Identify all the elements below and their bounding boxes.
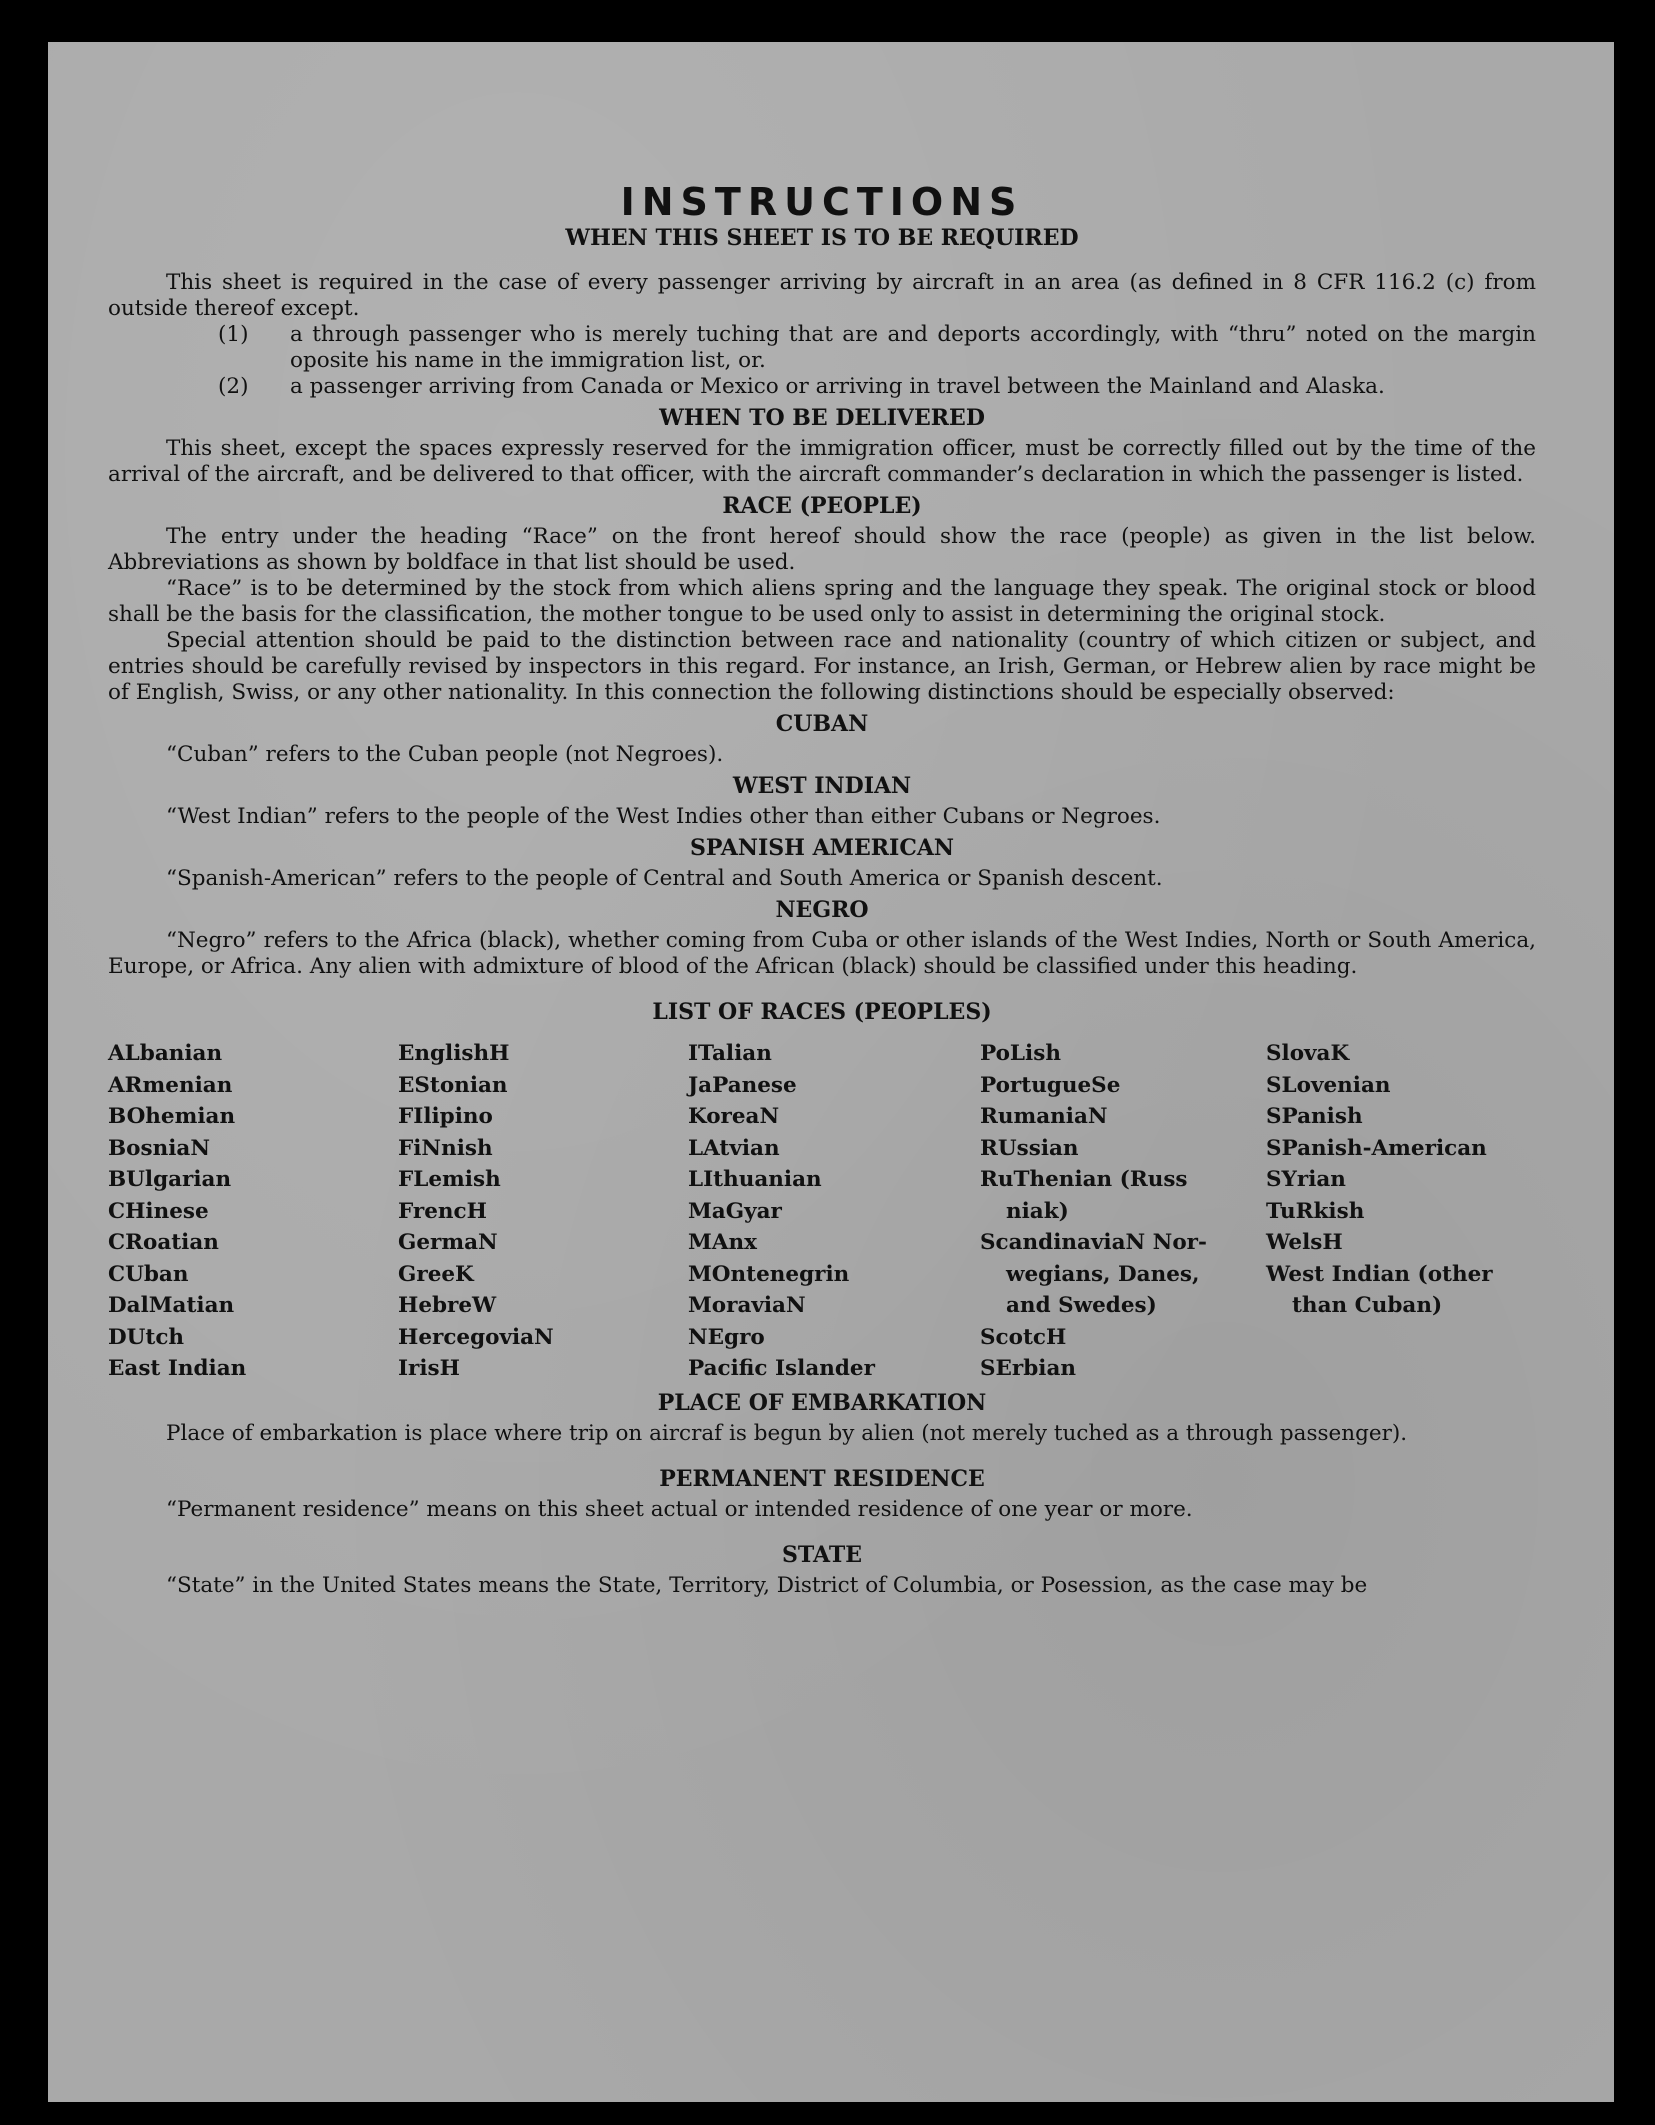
race-entry: ScotcH <box>980 1324 1067 1350</box>
heading-when-required: WHEN THIS SHEET IS TO BE REQUIRED <box>565 225 1079 251</box>
race-entry: NEgro <box>688 1324 765 1350</box>
race-entry: IrisH <box>398 1356 460 1381</box>
race-entry: BOhemian <box>108 1104 236 1129</box>
race-entry: than Cuban) <box>1292 1293 1443 1318</box>
race-entry: FIlipino <box>398 1104 493 1129</box>
race-entry: SlovaK <box>1266 1041 1350 1066</box>
race-entry: PortugueSe <box>980 1072 1121 1098</box>
heading-cuban: CUBAN <box>775 711 869 737</box>
race-entry: ALbanian <box>108 1041 223 1066</box>
race-entry: CHinese <box>108 1198 209 1224</box>
races-column <box>980 1038 1266 1385</box>
race-entry: BosniaN <box>108 1135 210 1161</box>
races-column <box>688 1038 980 1385</box>
races-column <box>398 1038 688 1385</box>
heading-state: STATE <box>781 1541 863 1568</box>
exception-text: a through passenger who is merely tuching that are and deports accordingly, with “thru” noted on the margin oposite his name in the immigration list, or. <box>290 322 1536 373</box>
race-entry: ARmenian <box>108 1072 233 1098</box>
race-entry: MOntenegrin <box>688 1261 850 1287</box>
race-entry: JaPanese <box>688 1072 797 1098</box>
race-entry: wegians, Danes, <box>1006 1261 1200 1287</box>
state-text: “State” in the United States means the State, Territory, District of Columbia, or Posession, as the case may be <box>166 1572 1368 1598</box>
race-entry: LIthuanian <box>688 1167 822 1192</box>
heading-spanish-american: SPANISH AMERICAN <box>689 835 955 861</box>
race-entry: PoLish <box>980 1041 1061 1066</box>
exception-item <box>108 374 1536 400</box>
race-paragraph-2: “Race” is to be determined by the stock from which aliens spring and the language they speak. The original stock or blood shall be the basis for the classification, the mother tongue to be used only to assist in determining the original stock. <box>108 576 1536 627</box>
page-title: INSTRUCTIONS <box>620 180 1024 224</box>
race-paragraph-3: Special attention should be paid to the distinction between race and nationality (country of which citizen or subject, and entries should be carefully revised by inspectors in this regard. For instance, an Irish, German, or Hebrew alien by race might be of English, Swiss, or any other nationality. In this connection the following distinctions should be especially observed: <box>108 628 1536 705</box>
spanish-american-text: “Spanish-American” refers to the people of Central and South America or Spanish descent. <box>166 866 1163 891</box>
race-entry: and Swedes) <box>1006 1293 1157 1318</box>
race-entry: CUban <box>108 1261 189 1287</box>
race-entry: KoreaN <box>688 1104 780 1129</box>
document-page <box>48 42 1614 2102</box>
heading-race: RACE (PEOPLE) <box>722 493 922 519</box>
race-entry: CRoatian <box>108 1230 219 1255</box>
race-entry: ITalian <box>688 1041 772 1066</box>
races-column <box>1266 1038 1526 1385</box>
race-entry: FLemish <box>398 1167 501 1192</box>
race-entry: FiNnish <box>398 1135 493 1161</box>
race-entry: Pacific Islander <box>688 1356 875 1381</box>
west-indian-text: “West Indian” refers to the people of the West Indies other than either Cubans or Negroes. <box>166 804 1161 829</box>
race-entry: RuThenian (Russ <box>980 1167 1188 1192</box>
heading-permanent-residence: PERMANENT RESIDENCE <box>659 1465 985 1492</box>
race-entry: West Indian (other <box>1266 1261 1493 1287</box>
race-entry: LAtvian <box>688 1135 780 1161</box>
race-entry: EnglishH <box>398 1041 510 1066</box>
heading-list-of-races: LIST OF RACES (PEOPLES) <box>652 999 992 1025</box>
residence-text: “Permanent residence” means on this sheet actual or intended residence of one year or more. <box>166 1496 1193 1522</box>
race-entry: HebreW <box>398 1293 497 1318</box>
heading-west-indian: WEST INDIAN <box>732 773 912 799</box>
exception-number: (1) <box>218 322 249 347</box>
race-entry: EStonian <box>398 1072 508 1098</box>
race-entry: ScandinaviaN Nor- <box>980 1230 1207 1255</box>
race-entry: FrencH <box>398 1198 487 1224</box>
exception-number: (2) <box>218 374 249 399</box>
race-entry: SPanish <box>1266 1104 1363 1129</box>
race-entry: SPanish-American <box>1266 1135 1487 1161</box>
exception-text: a passenger arriving from Canada or Mexico or arriving in travel between the Mainland and Alaska. <box>290 374 1385 399</box>
race-entry: GermaN <box>398 1230 498 1255</box>
exception-item <box>108 322 1536 374</box>
race-entry: DUtch <box>108 1324 185 1350</box>
race-entry: MoraviaN <box>688 1293 806 1318</box>
embarkation-text: Place of embarkation is place where trip on aircraf is begun by alien (not merely tuched as a through passenger). <box>166 1420 1408 1446</box>
race-entry: WelsH <box>1266 1230 1343 1255</box>
heading-when-delivered: WHEN TO BE DELIVERED <box>659 405 985 431</box>
race-entry: HercegoviaN <box>398 1324 554 1350</box>
delivered-text: This sheet, except the spaces expressly reserved for the immigration officer, must be correctly filled out by the time of the arrival of the aircraft, and be delivered to that officer, with the aircraft commander’s declaration in which the passenger is listed. <box>108 436 1536 487</box>
race-entry: BUlgarian <box>108 1167 232 1192</box>
race-entry: TuRkish <box>1266 1198 1365 1224</box>
race-entry: MaGyar <box>688 1198 782 1224</box>
race-entry: MAnx <box>688 1230 757 1255</box>
races-table <box>108 1038 1536 1385</box>
heading-negro: NEGRO <box>775 897 869 923</box>
race-entry: DalMatian <box>108 1293 235 1318</box>
negro-text: “Negro” refers to the Africa (black), whether coming from Cuba or other islands of the West Indies, North or South America, Europe, or Africa. Any alien with admixture of blood of the African (black) should be classified under this heading. <box>108 928 1536 979</box>
race-entry: GreeK <box>398 1261 474 1287</box>
race-entry: SErbian <box>980 1356 1077 1381</box>
race-entry: RUssian <box>980 1135 1079 1161</box>
race-entry: East Indian <box>108 1356 247 1381</box>
race-entry: RumaniaN <box>980 1104 1108 1129</box>
required-intro: This sheet is required in the case of every passenger arriving by aircraft in an area (as defined in 8 CFR 116.2 (c) from outside thereof except. <box>108 270 1536 321</box>
races-column <box>108 1038 398 1385</box>
race-entry: SYrian <box>1266 1167 1346 1192</box>
heading-embarkation: PLACE OF EMBARKATION <box>657 1389 987 1416</box>
race-entry: niak) <box>1006 1198 1069 1224</box>
race-paragraph-1: The entry under the heading “Race” on the front hereof should show the race (people) as given in the list below. Abbreviations as shown by boldface in that list should be used. <box>108 524 1536 575</box>
race-entry: SLovenian <box>1266 1072 1391 1098</box>
cuban-text: “Cuban” refers to the Cuban people (not Negroes). <box>166 742 724 767</box>
